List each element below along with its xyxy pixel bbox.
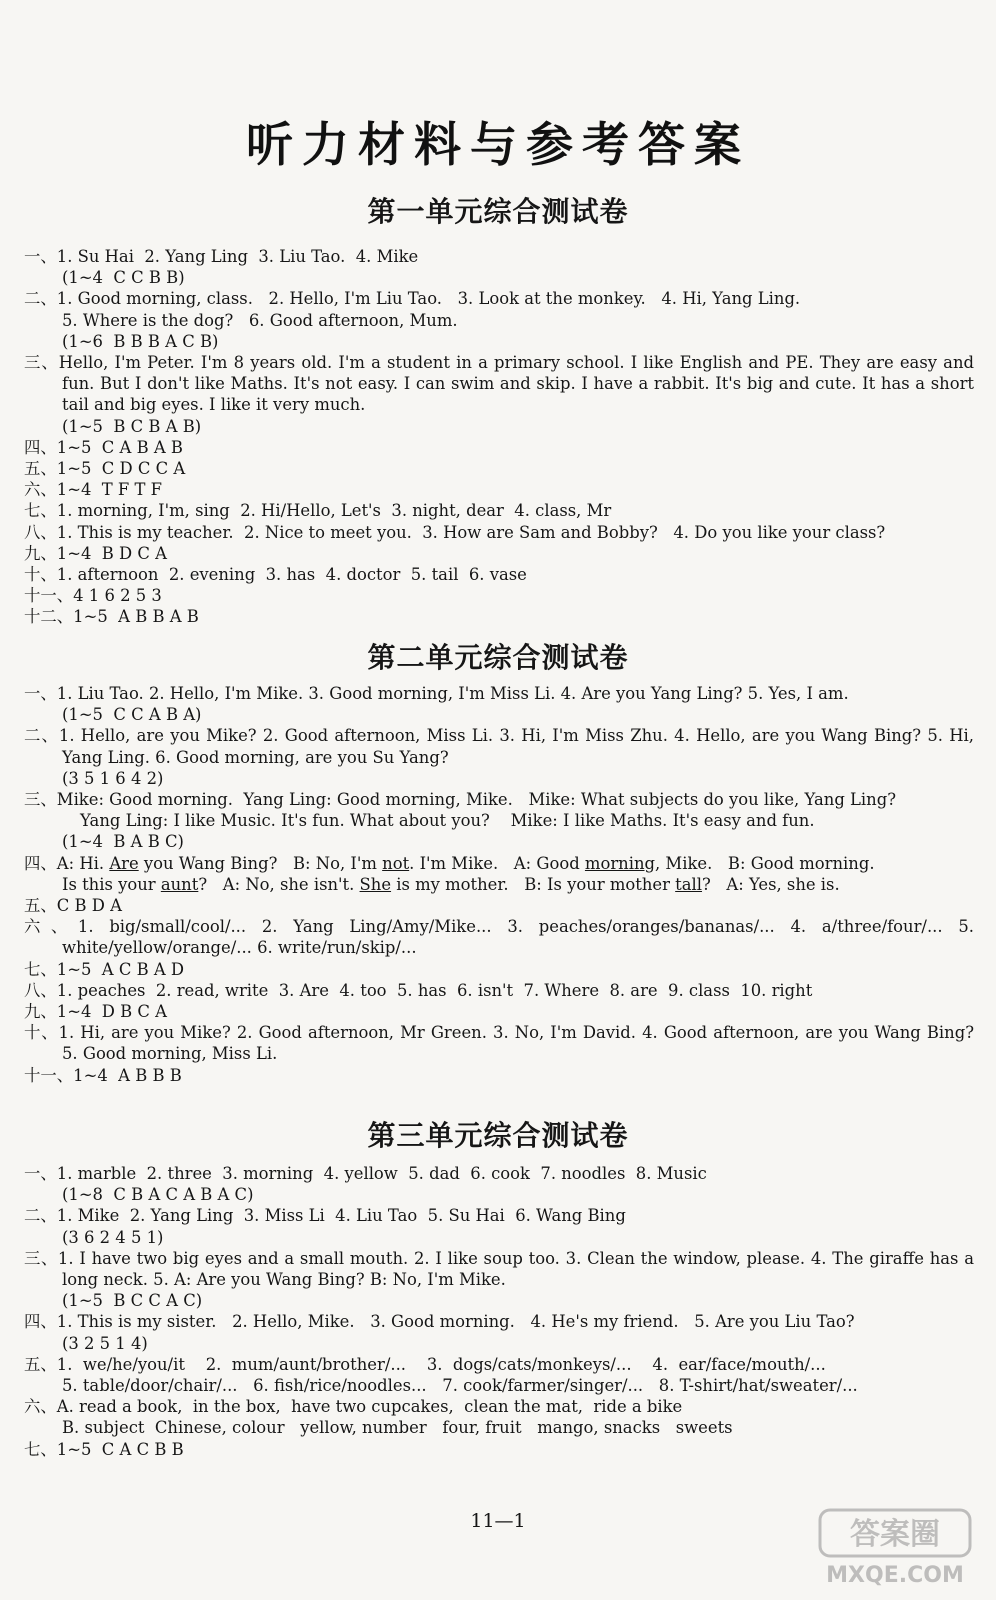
underlined-word: Are <box>109 853 139 873</box>
answer-line: 七、1. morning, I'm, sing 2. Hi/Hello, Let's 3. night, dear 4. class, Mr <box>24 501 612 521</box>
answer-line: 四、1~5 C A B A B <box>24 437 183 457</box>
watermark-logo <box>816 1506 974 1588</box>
answer-line: 二、1. Hello, are you Mike? 2. Good afternoon, Miss Li. 3. Hi, I'm Miss Zhu. 4. Hello, are you Wang Bing? 5. Hi, Yang Ling. 6. Good morning, are you Su Yang? <box>24 726 974 767</box>
watermark-domain: MXQE.COM <box>826 1563 964 1588</box>
answer-line: 八、1. This is my teacher. 2. Nice to meet you. 3. How are Sam and Bobby? 4. Do you like your class? <box>24 522 886 542</box>
answer-key: (1~5 B C B A B) <box>62 416 202 436</box>
answer-key: (3 2 5 1 4) <box>62 1333 148 1353</box>
text-run: Is this your <box>62 874 161 894</box>
answer-line <box>24 874 974 895</box>
answer-line: 十、1. Hi, are you Mike? 2. Good afternoon, Mr Green. 3. No, I'm David. 4. Good afternoon, are you Wang Bing? 5. Good morning, Miss Li. <box>24 1023 974 1064</box>
answer-line: 十一、1~4 A B B B <box>24 1065 182 1085</box>
unit1-heading: 第一单元综合测试卷 <box>367 195 629 228</box>
unit1-answers <box>24 246 974 628</box>
answer-line <box>24 853 974 874</box>
answer-line: 十二、1~5 A B B A B <box>24 607 199 627</box>
answer-line: 五、1~5 C D C C A <box>24 459 186 479</box>
answer-key: (3 6 2 4 5 1) <box>62 1227 164 1247</box>
text-run: , Mike. B: Good morning. <box>655 853 875 873</box>
answer-line: 二、1. Good morning, class. 2. Hello, I'm Liu Tao. 3. Look at the monkey. 4. Hi, Yang Ling. <box>24 289 801 309</box>
page-number: 11—1 <box>470 1510 526 1532</box>
answer-line: 一、1. marble 2. three 3. morning 4. yellow 5. dad 6. cook 7. noodles 8. Music <box>24 1164 707 1183</box>
text-run: you Wang Bing? B: No, I'm <box>138 853 383 873</box>
answer-line: 三、1. I have two big eyes and a small mouth. 2. I like soup too. 3. Clean the window, please. 4. The giraffe has a long neck. 5. A: Are you Wang Bing? B: No, I'm Mike. <box>24 1248 974 1290</box>
answer-line: 二、1. Mike 2. Yang Ling 3. Miss Li 4. Liu Tao 5. Su Hai 6. Wang Bing <box>24 1206 626 1226</box>
answer-line: 一、1. Liu Tao. 2. Hello, I'm Mike. 3. Good morning, I'm Miss Li. 4. Are you Yang Ling? 5. Yes, I am. <box>24 684 849 703</box>
text-run: ? A: No, she isn't. <box>198 874 360 894</box>
answer-key: (1~5 B C C A C) <box>62 1291 203 1311</box>
answer-key: (1~4 C C B B) <box>62 268 185 288</box>
answer-line: 5. table/door/chair/... 6. fish/rice/noodles... 7. cook/farmer/singer/... 8. T-shirt/hat/sweater/... <box>62 1376 858 1396</box>
unit3-answers <box>24 1163 974 1460</box>
text-run: . I'm Mike. A: Good <box>409 853 585 873</box>
underlined-word: She <box>359 874 392 894</box>
answer-line: 十一、4 1 6 2 5 3 <box>24 586 162 606</box>
answer-line: 5. Where is the dog? 6. Good afternoon, Mum. <box>62 310 458 330</box>
answer-line: 六、1~4 T F T F <box>24 480 163 500</box>
answer-line: 六、A. read a book, in the box, have two cupcakes, clean the mat, ride a bike <box>24 1397 683 1417</box>
answer-line: 五、1. we/he/you/it 2. mum/aunt/brother/... 3. dogs/cats/monkeys/... 4. ear/face/mouth/... <box>24 1354 826 1374</box>
underlined-word: not <box>382 853 410 873</box>
answer-line: 六、1. big/small/cool/... 2. Yang Ling/Amy/Mike... 3. peaches/oranges/bananas/... 4. a/three/four/... 5. white/yellow/orange/... 6. write/run/skip/... <box>24 917 974 958</box>
answer-line: 一、1. Su Hai 2. Yang Ling 3. Liu Tao. 4. Mike <box>24 247 419 266</box>
answer-line: 九、1~4 D B C A <box>24 1002 167 1022</box>
answer-line: 十、1. afternoon 2. evening 3. has 4. doctor 5. tail 6. vase <box>24 565 527 585</box>
answer-key: (1~6 B B B A C B) <box>62 331 219 351</box>
text-run: ? A: Yes, she is. <box>702 874 840 894</box>
text-run: 四、A: Hi. <box>24 853 110 873</box>
page-title: 听力材料与参考答案 <box>246 118 750 173</box>
answer-line: 七、1~5 C A C B B <box>24 1439 184 1459</box>
answer-line: 三、Hello, I'm Peter. I'm 8 years old. I'm a student in a primary school. I like English and PE. They are easy and fun. But I don't like Maths. It's not easy. I can swim and skip. I have a rabbit. It's big and cute. It has a short tail and big eyes. I like it very much. <box>24 353 974 415</box>
underlined-word: tall <box>675 874 703 894</box>
answer-key: (1~8 C B A C A B A C) <box>62 1185 254 1205</box>
unit2-heading: 第二单元综合测试卷 <box>367 641 629 674</box>
answer-line: 三、Mike: Good morning. Yang Ling: Good morning, Mike. Mike: What subjects do you like, Yang Ling? <box>24 790 896 810</box>
answer-line: 五、C B D A <box>24 896 122 916</box>
watermark-text: 答案圈 <box>850 1517 940 1552</box>
answer-key: (3 5 1 6 4 2) <box>62 768 164 788</box>
answer-line: B. subject Chinese, colour yellow, number four, fruit mango, snacks sweets <box>62 1418 733 1438</box>
text-run: is my mother. B: Is your mother <box>391 874 676 894</box>
answer-key: (1~5 C C A B A) <box>62 705 202 725</box>
answer-line: 七、1~5 A C B A D <box>24 959 185 979</box>
unit2-answers <box>24 683 974 1086</box>
unit3-heading: 第三单元综合测试卷 <box>367 1119 629 1152</box>
underlined-word: aunt <box>160 874 199 894</box>
answer-line: Yang Ling: I like Music. It's fun. What about you? Mike: I like Maths. It's easy and fun. <box>80 811 815 831</box>
watermark-graphic <box>816 1506 974 1588</box>
answer-line: 八、1. peaches 2. read, write 3. Are 4. too 5. has 6. isn't 7. Where 8. are 9. class 10. right <box>24 980 813 1000</box>
answer-key: (1~4 B A B C) <box>62 832 184 852</box>
answer-line: 九、1~4 B D C A <box>24 543 167 563</box>
answer-line: 四、1. This is my sister. 2. Hello, Mike. 3. Good morning. 4. He's my friend. 5. Are you Liu Tao? <box>24 1312 855 1332</box>
underlined-word: morning <box>584 853 656 873</box>
